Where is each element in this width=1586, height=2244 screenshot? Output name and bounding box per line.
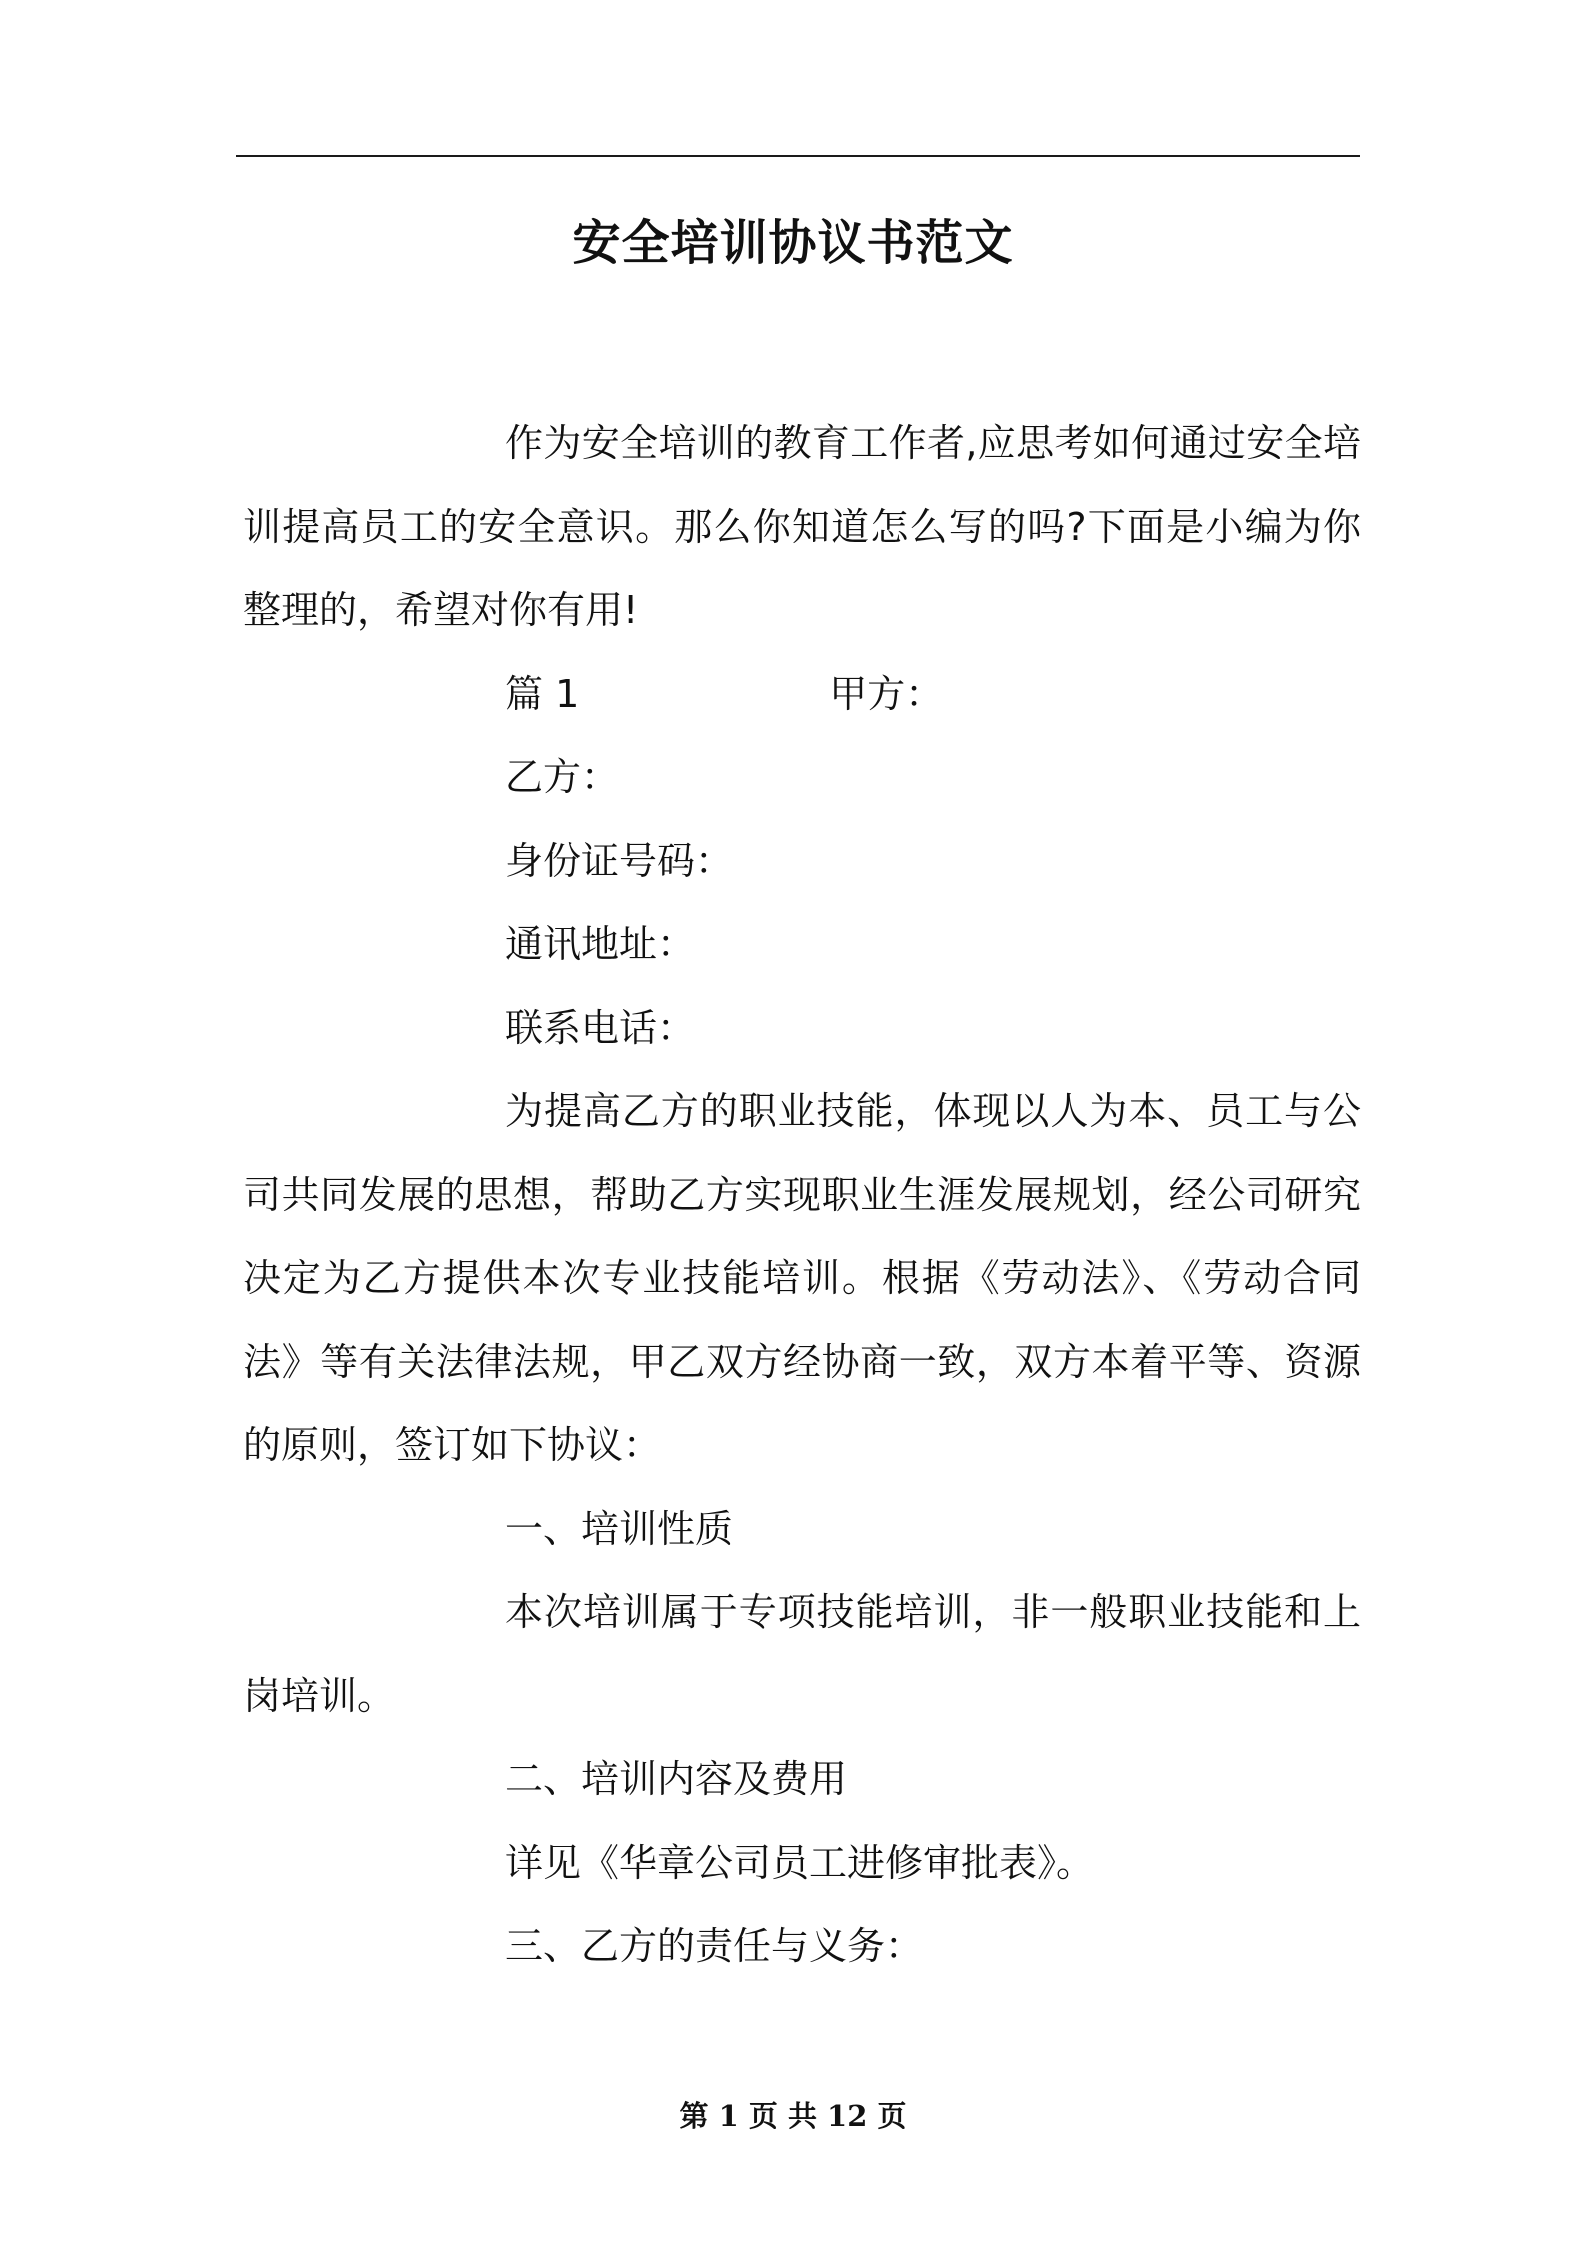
section-heading-3: 三、乙方的责任与义务：	[505, 1924, 924, 1968]
section-heading-2: 二、培训内容及费用	[505, 1757, 848, 1801]
intro-paragraph: 作为安全培训的教育工作者,应思考如何通过安全培训提高员工的安全意识。那么你知道怎么写的吗?下面是小编为你整理的，希望对你有用!	[243, 421, 1361, 632]
address-field: 通讯地址：	[505, 922, 696, 966]
document-body	[243, 402, 1361, 1989]
section-2-paragraph: 详见《华章公司员工进修审批表》。	[505, 1840, 1095, 1885]
document-title: 安全培训协议书范文	[572, 215, 1014, 271]
party-a-field: 甲方：	[829, 671, 944, 716]
section-party-a-line	[243, 653, 1361, 737]
purpose-paragraph: 为提高乙方的职业技能，体现以人为本、员工与公司共同发展的思想，帮助乙方实现职业生涯发展规划，经公司研究决定为乙方提供本次专业技能培训。根据《劳动法》、《劳动合同法》等有关法律法规，甲乙双方经协商一致，双方本着平等、资源的原则，签订如下协议：	[243, 1089, 1361, 1467]
section-1-paragraph: 本次培训属于专项技能培训，非一般职业技能和上岗培训。	[243, 1590, 1361, 1718]
page-indicator: 第 1 页 共 12 页	[679, 2099, 907, 2133]
section-heading-1: 一、培训性质	[505, 1506, 734, 1551]
party-b-field: 乙方：	[505, 755, 620, 799]
header-rule	[236, 155, 1360, 157]
phone-field: 联系电话：	[505, 1005, 696, 1050]
id-number-field: 身份证号码：	[505, 838, 734, 883]
section-label: 篇 1	[505, 671, 580, 716]
